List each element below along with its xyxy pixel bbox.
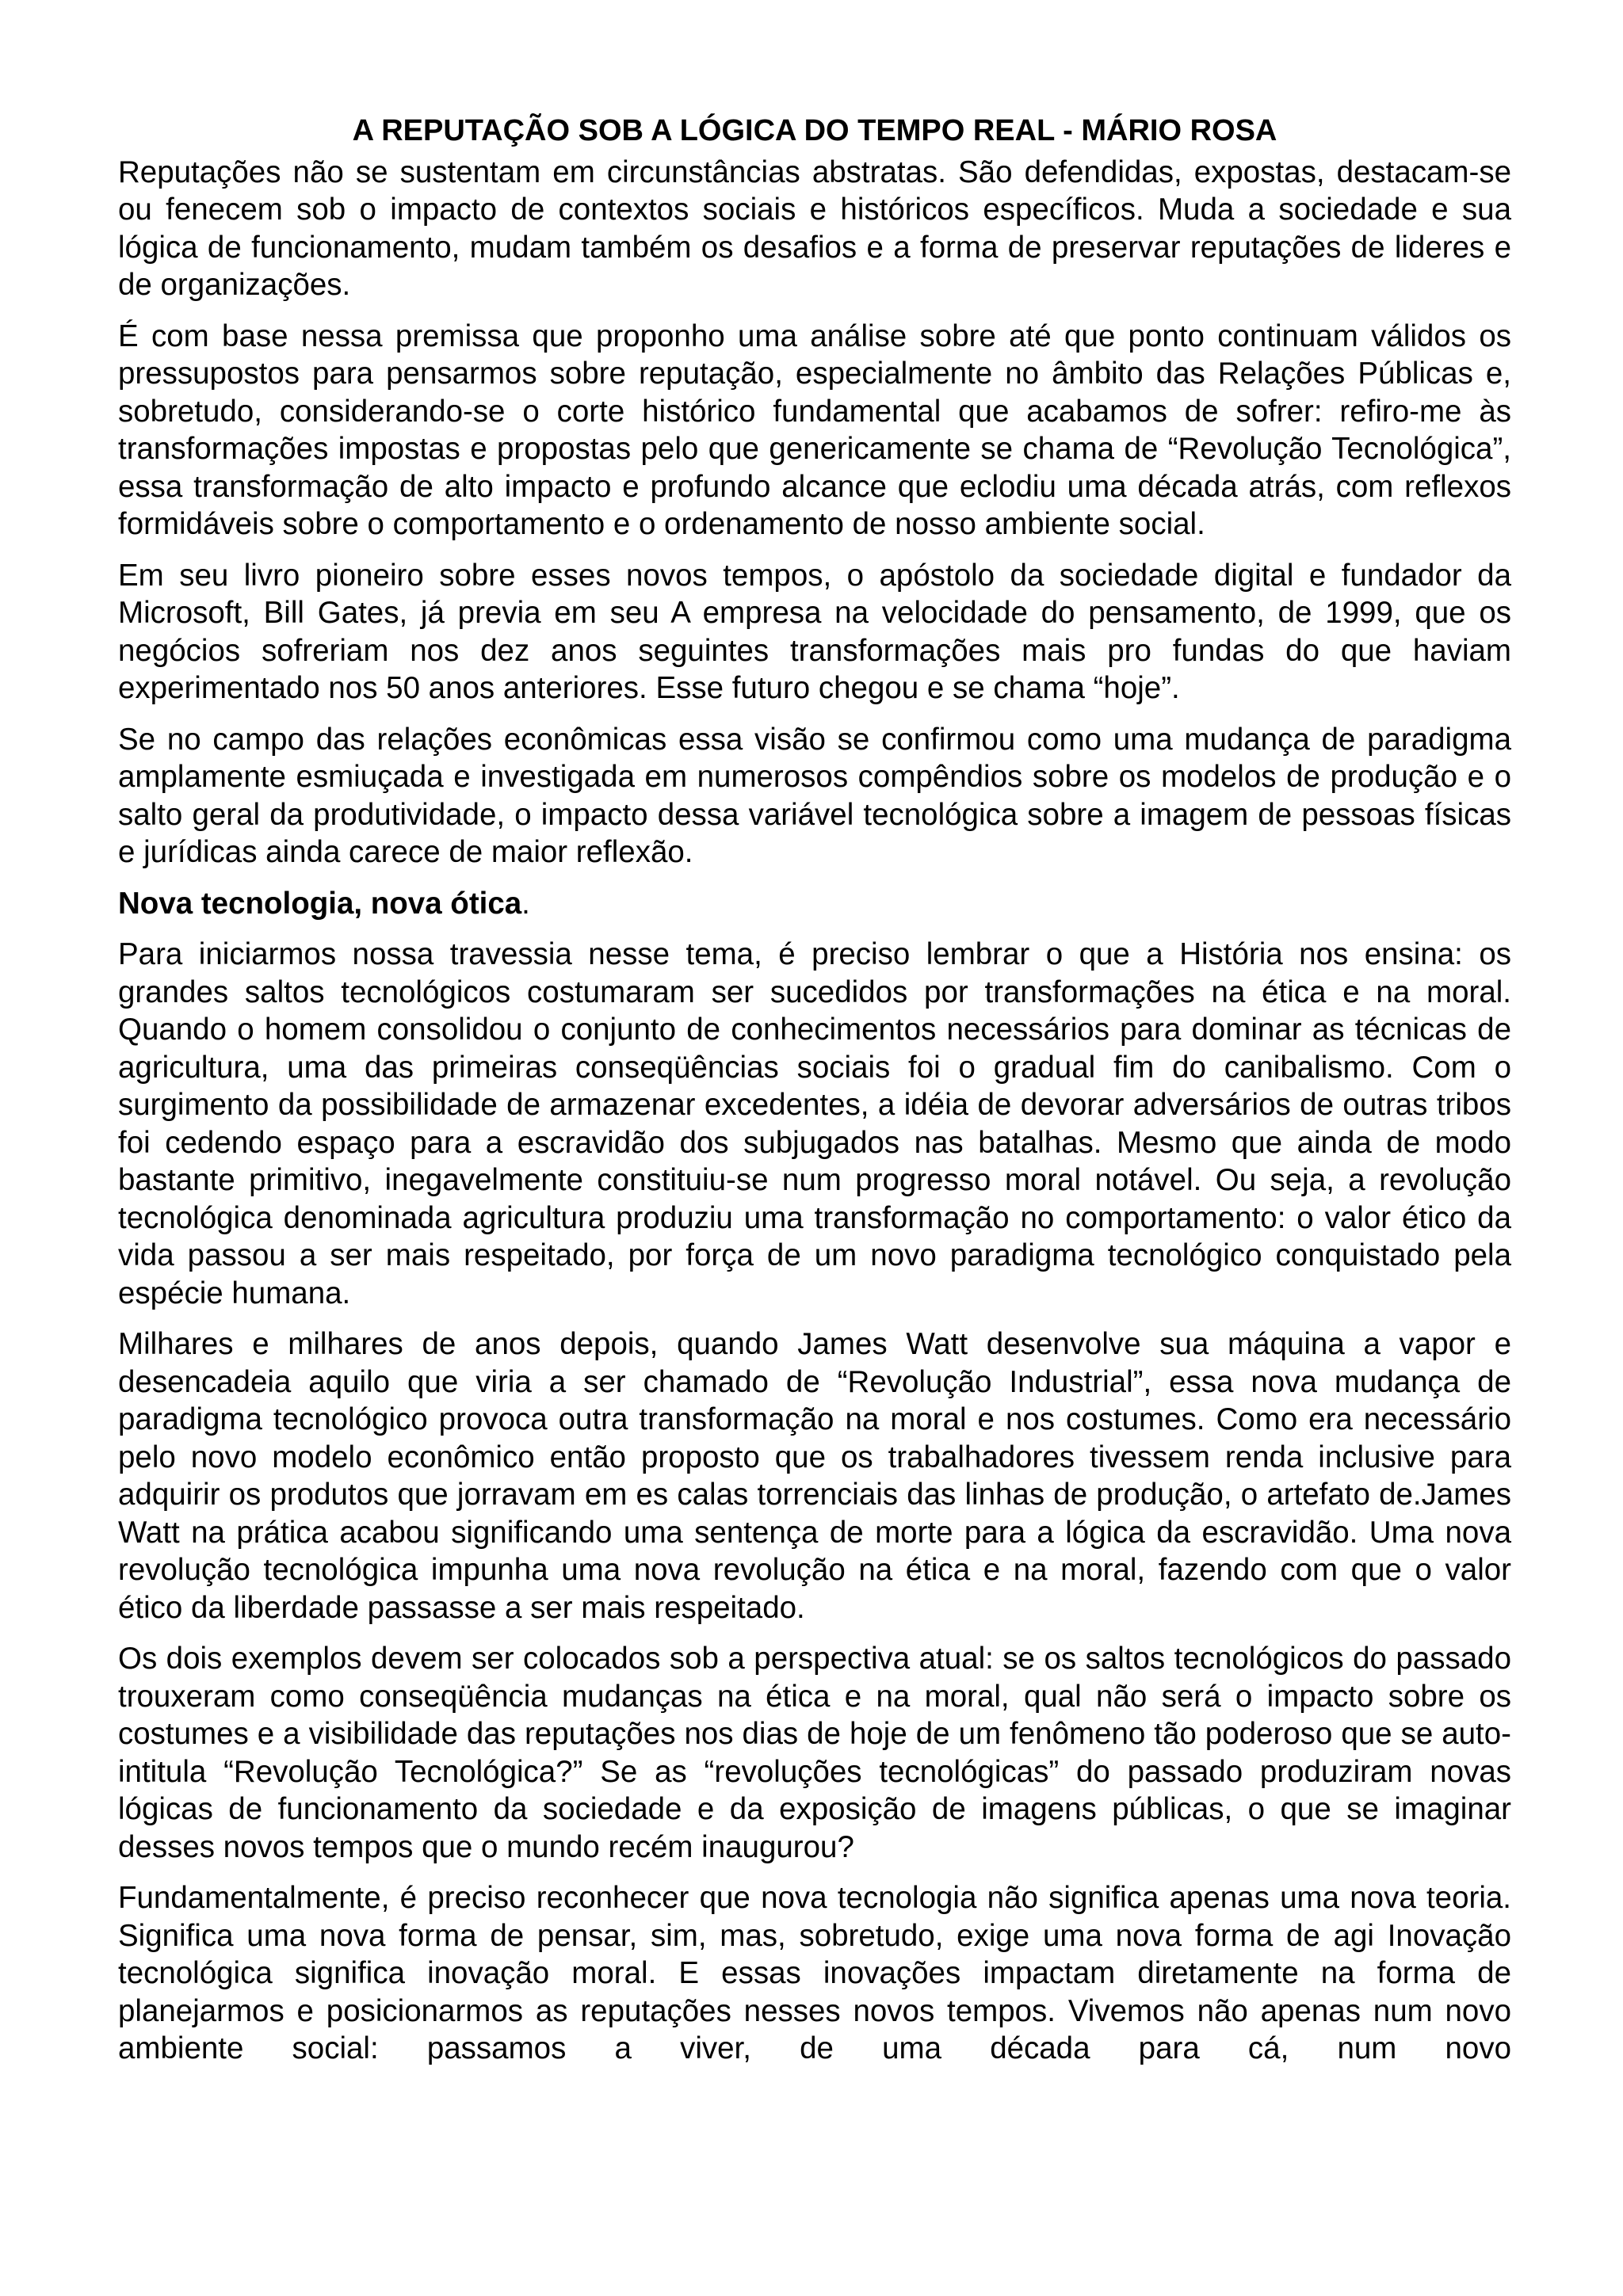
paragraph: Em seu livro pioneiro sobre esses novos tempos, o apóstolo da sociedade digital e fundador da Microsoft, Bill Gates, já previa em seu A empresa na velocidade do pensamento, de 1999, que os negócios sofreriam nos dez anos seguintes transformações mais pro fundas do que haviam experimentado nos 50 anos anteriores. Esse futuro chegou e se chama “hoje”.	[118, 558, 1511, 705]
paragraph: Reputações não se sustentam em circunstâncias abstratas. São defendidas, expostas, destacam-se ou fenecem sob o impacto de contextos sociais e históricos específicos. Muda a sociedade e sua lógica de funcionamento, mudam também os desafios e a forma de preservar reputações de lideres e de organizações.	[118, 154, 1511, 302]
paragraph: Para iniciarmos nossa travessia nesse tema, é preciso lembrar o que a História nos ensina: os grandes saltos tecnológicos costumaram ser sucedidos por transformações na ética e na moral. Quando o homem consolidou o conjunto de conhecimentos necessários para dominar as técnicas de agricultura, uma das primeiras conseqüências sociais foi o gradual fim do canibalismo. Com o surgimento da possibilidade de armazenar excedentes, a idéia de devorar adversários de outras tribos foi cedendo espaço para a escravidão dos subjugados nas batalhas. Mesmo que ainda de modo bastante primitivo, inegavelmente constituiu-se num progresso moral notável. Ou seja, a revolução tecnológica denominada agricultura produziu uma transformação no comportamento: o valor ético da vida passou a ser mais respeitado, por força de um novo paradigma tecnológico conquistado pela espécie humana.	[118, 937, 1511, 1310]
paragraph: Os dois exemplos devem ser colocados sob a perspectiva atual: se os saltos tecnológicos do passado trouxeram como conseqüência mudanças na ética e na moral, qual não será o impacto sobre os costumes e a visibilidade das reputações nos dias de hoje de um fenômeno tão poderoso que se auto-intitula “Revolução Tecnológica?” Se as “revoluções tecnológicas” do passado produziram novas lógicas de funcionamento da sociedade e da exposição de imagens públicas, o que se imaginar desses novos tempos que o mundo recém inaugurou?	[118, 1642, 1511, 1864]
document-title: A REPUTAÇÃO SOB A LÓGICA DO TEMPO REAL - MÁRIO ROSA	[352, 114, 1277, 147]
paragraph: Se no campo das relações econômicas essa visão se confirmou como uma mudança de paradigma amplamente esmiuçada e investigada em numerosos compêndios sobre os modelos de produção e o salto geral da produtividade, o impacto dessa variável tecnológica sobre a imagem de pessoas físicas e jurídicas ainda carece de maior reflexão.	[118, 722, 1511, 869]
document-body	[118, 113, 1511, 2081]
section-heading-period: .	[521, 886, 530, 921]
paragraph: Fundamentalmente, é preciso reconhecer que nova tecnologia não significa apenas uma nova teoria. Significa uma nova forma de pensar, sim, mas, sobretudo, exige uma nova forma de agi Inovação tecnológica significa inovação moral. E essas inovações impactam diretamente na forma de planejarmos e posicionarmos as reputações nesses novos tempos. Vivemos não apenas num novo ambiente social: passamos a viver, de uma década para cá, num novo	[118, 1881, 1511, 2065]
section-heading	[118, 885, 1511, 923]
paragraph: É com base nessa premissa que proponho uma análise sobre até que ponto continuam válidos os pressupostos para pensarmos sobre reputação, especialmente no âmbito das Relações Públicas e, sobretudo, considerando-se o corte histórico fundamental que acabamos de sofrer: refiro-me às transformações impostas e propostas pelo que genericamente se chama de “Revolução Tecnológica”, essa transformação de alto impacto e profundo alcance que eclodiu uma década atrás, com reflexos formidáveis sobre o comportamento e o ordenamento de nosso ambiente social.	[118, 318, 1511, 541]
paragraph: Milhares e milhares de anos depois, quando James Watt desenvolve sua máquina a vapor e desencadeia aquilo que viria a ser chamado de “Revolução Industrial”, essa nova mudança de paradigma tecnológico provoca outra transformação na moral e nos costumes. Como era necessário pelo novo modelo econômico então proposto que os trabalhadores tivessem renda inclusive para adquirir os produtos que jorravam em es calas torrenciais das linhas de produção, o artefato de.James Watt na prática acabou significando uma sentença de morte para a lógica da escravidão. Uma nova revolução tecnológica impunha uma nova revolução na ética e na moral, fazendo com que o valor ético da liberdade passasse a ser mais respeitado.	[118, 1327, 1511, 1625]
section-heading-text: Nova tecnologia, nova ótica	[118, 886, 522, 921]
